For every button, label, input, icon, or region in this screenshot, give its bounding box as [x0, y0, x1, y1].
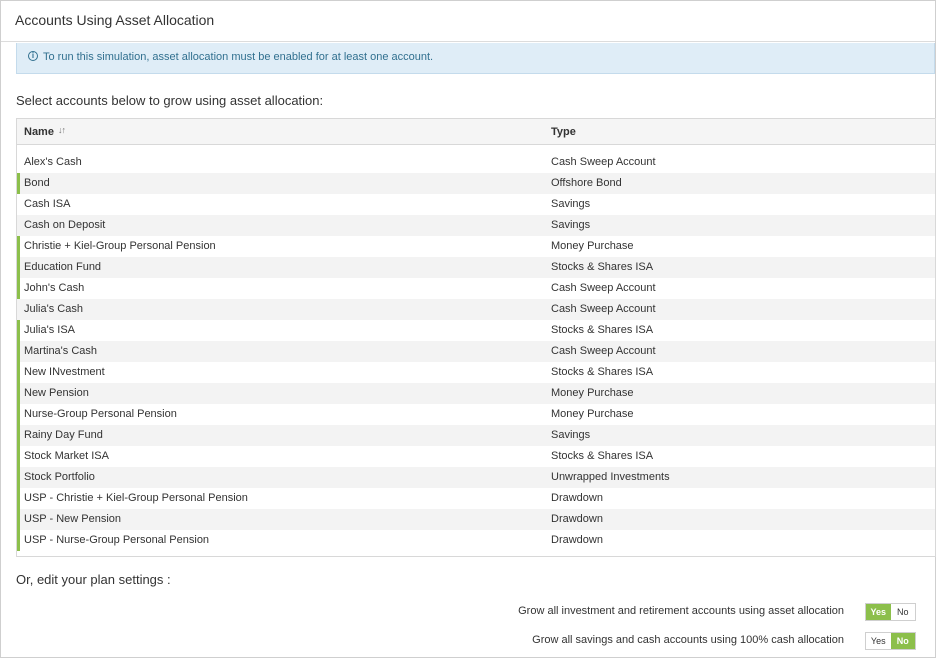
info-text: To run this simulation, asset allocation must be enabled for at least one account. — [43, 51, 434, 63]
table-row[interactable] — [17, 236, 935, 257]
table-row[interactable] — [17, 320, 935, 341]
table-row[interactable] — [17, 194, 935, 215]
setting-label: Grow all investment and retirement accounts using asset allocation — [518, 605, 844, 617]
account-type: Unwrapped Investments — [551, 471, 670, 483]
table-row[interactable] — [17, 215, 935, 236]
table-row[interactable] — [17, 299, 935, 320]
account-name: Stock Portfolio — [24, 471, 95, 483]
account-type: Stocks & Shares ISA — [551, 366, 654, 378]
accounts-table — [16, 118, 936, 557]
account-type: Money Purchase — [551, 408, 634, 420]
account-name: Christie + Kiel-Group Personal Pension — [24, 240, 216, 252]
table-row[interactable] — [17, 152, 935, 173]
table-row[interactable] — [17, 404, 935, 425]
yes-no-toggle[interactable] — [865, 632, 916, 650]
table-row[interactable] — [17, 488, 935, 509]
toggle-no[interactable]: No — [891, 633, 916, 649]
toggle-no[interactable]: No — [896, 607, 909, 617]
account-name: John's Cash — [24, 282, 85, 294]
sort-icon[interactable]: ↓↑ — [58, 125, 65, 135]
account-type: Cash Sweep Account — [551, 282, 656, 294]
account-type: Cash Sweep Account — [551, 303, 656, 315]
setting-label: Grow all savings and cash accounts using 100% cash allocation — [532, 634, 844, 646]
account-type: Cash Sweep Account — [551, 156, 656, 168]
account-name: Martina's Cash — [24, 345, 98, 357]
account-name: USP - Nurse-Group Personal Pension — [24, 534, 210, 546]
table-row[interactable] — [17, 278, 935, 299]
table-row[interactable] — [17, 383, 935, 404]
account-name: Bond — [24, 177, 50, 189]
yes-no-toggle[interactable] — [865, 603, 916, 621]
info-icon: i — [28, 51, 38, 61]
toggle-yes[interactable]: Yes — [870, 636, 886, 646]
account-name: Alex's Cash — [24, 156, 82, 168]
table-row[interactable] — [17, 509, 935, 530]
account-name: Julia's ISA — [24, 324, 76, 336]
panel-header — [1, 1, 935, 42]
account-type: Money Purchase — [551, 240, 634, 252]
table-row[interactable] — [17, 425, 935, 446]
account-name: Stock Market ISA — [24, 450, 109, 462]
table-row[interactable] — [17, 467, 935, 488]
select-accounts-label: Select accounts below to grow using asset allocation: — [16, 93, 324, 108]
account-type: Stocks & Shares ISA — [551, 450, 654, 462]
account-name: Rainy Day Fund — [24, 429, 103, 441]
account-type: Stocks & Shares ISA — [551, 261, 654, 273]
account-name: New Pension — [24, 387, 89, 399]
account-type: Drawdown — [551, 534, 603, 546]
account-type: Savings — [551, 198, 591, 210]
account-type: Cash Sweep Account — [551, 345, 656, 357]
account-name: New INvestment — [24, 366, 105, 378]
account-type: Drawdown — [551, 492, 603, 504]
account-name: Education Fund — [24, 261, 102, 273]
account-type: Stocks & Shares ISA — [551, 324, 654, 336]
account-name: Cash on Deposit — [24, 219, 106, 231]
account-name: Nurse-Group Personal Pension — [24, 408, 177, 420]
account-name: Julia's Cash — [24, 303, 83, 315]
account-name: USP - New Pension — [24, 513, 122, 525]
setting-cash-allocation — [496, 632, 916, 650]
table-row[interactable] — [17, 341, 935, 362]
account-type: Savings — [551, 219, 591, 231]
table-row[interactable] — [17, 173, 935, 194]
toggle-yes[interactable]: Yes — [866, 604, 891, 620]
column-header-type: Type — [551, 126, 576, 138]
account-type: Drawdown — [551, 513, 603, 525]
account-name: Cash ISA — [24, 198, 71, 210]
table-row[interactable] — [17, 446, 935, 467]
info-banner — [16, 43, 935, 74]
account-type: Offshore Bond — [551, 177, 622, 189]
account-type: Money Purchase — [551, 387, 634, 399]
account-name: USP - Christie + Kiel-Group Personal Pension — [24, 492, 248, 504]
column-header-name[interactable]: Name — [24, 126, 54, 138]
page-title: Accounts Using Asset Allocation — [15, 12, 215, 28]
account-type: Savings — [551, 429, 591, 441]
plan-settings-label: Or, edit your plan settings : — [16, 572, 171, 587]
table-row[interactable] — [17, 257, 935, 278]
table-header — [17, 119, 935, 145]
table-body — [17, 152, 935, 551]
table-row[interactable] — [17, 362, 935, 383]
table-row[interactable] — [17, 530, 935, 551]
setting-investment-allocation — [496, 603, 916, 621]
